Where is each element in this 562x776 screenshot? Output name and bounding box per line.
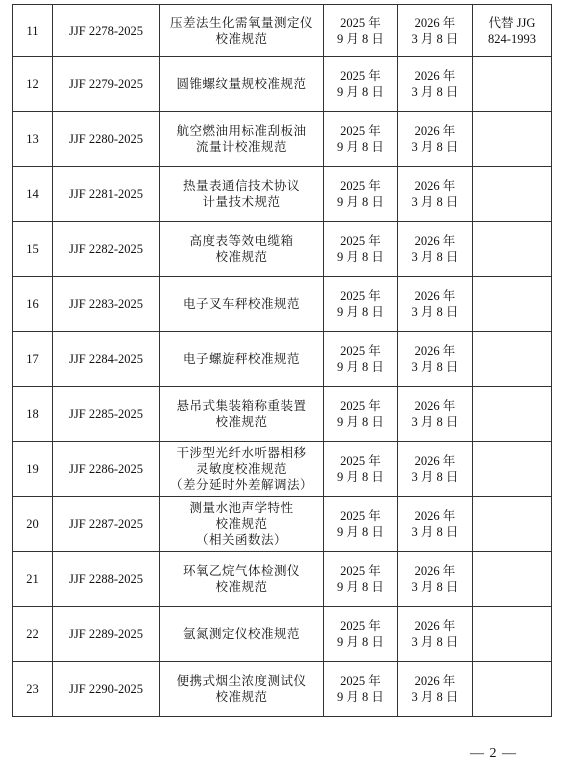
row-number-cell: 11 [13, 5, 53, 57]
row-number-cell: 17 [13, 332, 53, 387]
row-number-cell: 23 [13, 662, 53, 717]
issue-date-cell-line: 2025 年 [340, 234, 381, 248]
effective-date-cell-line: 3 月 8 日 [411, 580, 459, 594]
table-row [13, 5, 552, 57]
effective-date-cell-line: 2026 年 [414, 344, 456, 358]
remark-cell [473, 552, 552, 607]
issue-date-cell-line: 9 月 8 日 [337, 470, 384, 484]
spec-name-cell-line: 压差法生化需氧量测定仪 [169, 15, 313, 30]
effective-date-cell [398, 552, 473, 607]
issue-date-cell [324, 222, 398, 277]
issue-date-cell-line: 2025 年 [340, 69, 381, 83]
effective-date-cell [398, 332, 473, 387]
spec-code-cell: JJF 2283-2025 [53, 277, 160, 332]
spec-name-cell [160, 662, 324, 717]
spec-name-cell [160, 442, 324, 497]
effective-date-cell-line: 2026 年 [414, 509, 456, 523]
table-row [13, 57, 552, 112]
spec-code-cell: JJF 2287-2025 [53, 497, 160, 552]
remark-cell [473, 277, 552, 332]
effective-date-cell-line: 3 月 8 日 [411, 690, 459, 704]
issue-date-cell [324, 167, 398, 222]
spec-name-cell-line: 校准规范 [215, 31, 268, 46]
row-number-cell: 20 [13, 497, 53, 552]
effective-date-cell-line: 3 月 8 日 [411, 195, 459, 209]
table-row [13, 222, 552, 277]
issue-date-cell-line: 9 月 8 日 [337, 305, 384, 319]
spec-name-cell [160, 387, 324, 442]
effective-date-cell-line: 3 月 8 日 [411, 305, 459, 319]
issue-date-cell-line: 2025 年 [340, 454, 381, 468]
spec-name-cell-line: 流量计校准规范 [195, 140, 287, 154]
effective-date-cell-line: 2026 年 [414, 69, 456, 83]
spec-name-cell [160, 57, 324, 112]
spec-name-cell [160, 607, 324, 662]
effective-date-cell [398, 442, 473, 497]
effective-date-cell [398, 387, 473, 442]
spec-name-cell-line: 校准规范 [215, 250, 268, 264]
effective-date-cell [398, 222, 473, 277]
row-number-cell: 14 [13, 167, 53, 222]
table-row [13, 607, 552, 662]
remark-cell [473, 442, 552, 497]
effective-date-cell [398, 497, 473, 552]
spec-name-cell-line: 校准规范 [215, 415, 268, 429]
remark-cell [473, 607, 552, 662]
spec-code-cell: JJF 2286-2025 [53, 442, 160, 497]
row-number-cell: 15 [13, 222, 53, 277]
effective-date-cell [398, 607, 473, 662]
table-row [13, 442, 552, 497]
remark-cell [473, 387, 552, 442]
effective-date-cell-line: 3 月 8 日 [411, 635, 459, 649]
effective-date-cell-line: 2026 年 [414, 399, 456, 413]
spec-name-cell-line: 氩氮测定仪校准规范 [182, 627, 300, 641]
spec-name-cell-line: 热量表通信技术协议 [182, 179, 300, 193]
issue-date-cell-line: 9 月 8 日 [337, 85, 384, 99]
spec-name-cell-line: 校准规范 [215, 580, 268, 594]
table-body [13, 5, 552, 717]
issue-date-cell-line: 9 月 8 日 [337, 635, 384, 649]
remark-cell [473, 112, 552, 167]
row-number-cell: 16 [13, 277, 53, 332]
table-row [13, 552, 552, 607]
effective-date-cell-line: 3 月 8 日 [411, 525, 459, 539]
spec-name-cell-line: 校准规范 [215, 517, 268, 531]
spec-name-cell [160, 112, 324, 167]
issue-date-cell-line: 2025 年 [340, 179, 381, 193]
page-number: — 2 — [470, 746, 517, 761]
effective-date-cell-line: 2026 年 [414, 619, 456, 633]
issue-date-cell [324, 112, 398, 167]
issue-date-cell-line: 2025 年 [340, 674, 381, 688]
table-row [13, 167, 552, 222]
issue-date-cell-line: 2025 年 [340, 509, 381, 523]
spec-code-cell: JJF 2290-2025 [53, 662, 160, 717]
row-number-cell: 22 [13, 607, 53, 662]
spec-name-cell-line: 悬吊式集装箱称重装置 [176, 399, 307, 413]
effective-date-cell [398, 112, 473, 167]
spec-name-cell-line: 电子叉车秤校准规范 [182, 297, 300, 311]
issue-date-cell [324, 442, 398, 497]
remark-cell-line: 代替 JJG [488, 15, 536, 30]
spec-name-cell-line: 测量水池声学特性 [189, 501, 294, 515]
issue-date-cell [324, 387, 398, 442]
issue-date-cell-line: 9 月 8 日 [337, 580, 384, 594]
issue-date-cell-line: 2025 年 [340, 344, 381, 358]
spec-name-cell [160, 277, 324, 332]
effective-date-cell-line: 3 月 8 日 [411, 360, 459, 374]
issue-date-cell [324, 277, 398, 332]
effective-date-cell-line: 3 月 8 日 [411, 85, 459, 99]
row-number-cell: 21 [13, 552, 53, 607]
spec-code-cell: JJF 2278-2025 [53, 5, 160, 57]
spec-name-cell-line: 灵敏度校准规范 [195, 462, 287, 476]
remark-cell [473, 167, 552, 222]
issue-date-cell [324, 5, 398, 57]
issue-date-cell [324, 332, 398, 387]
effective-date-cell-line: 2026 年 [414, 674, 456, 688]
issue-date-cell-line: 9 月 8 日 [337, 195, 384, 209]
issue-date-cell-line: 9 月 8 日 [337, 140, 384, 154]
row-number-cell: 19 [13, 442, 53, 497]
effective-date-cell [398, 167, 473, 222]
spec-name-cell-line: 环氧乙烷气体检测仪 [182, 564, 300, 578]
effective-date-cell-line: 3 月 8 日 [411, 470, 459, 484]
remark-cell [473, 332, 552, 387]
effective-date-cell-line: 2026 年 [414, 179, 456, 193]
issue-date-cell-line: 2025 年 [340, 124, 381, 138]
remark-cell [473, 57, 552, 112]
effective-date-cell-line: 2026 年 [414, 289, 456, 303]
spec-code-cell: JJF 2284-2025 [53, 332, 160, 387]
spec-name-cell [160, 497, 324, 552]
effective-date-cell-line: 2026 年 [414, 124, 456, 138]
spec-code-cell: JJF 2282-2025 [53, 222, 160, 277]
effective-date-cell [398, 5, 473, 57]
issue-date-cell-line: 9 月 8 日 [337, 415, 384, 429]
effective-date-cell [398, 277, 473, 332]
spec-name-cell-line: 校准规范 [215, 690, 268, 704]
spec-name-cell-line: （差分延时外差解调法） [169, 478, 313, 492]
effective-date-cell [398, 57, 473, 112]
spec-name-cell-line: 航空燃油用标准刮板油 [176, 124, 307, 138]
remark-cell [473, 222, 552, 277]
issue-date-cell-line: 2025 年 [340, 399, 381, 413]
spec-code-cell: JJF 2281-2025 [53, 167, 160, 222]
table-row [13, 387, 552, 442]
effective-date-cell-line: 3 月 8 日 [411, 140, 459, 154]
spec-name-cell-line: 高度表等效电缆箱 [189, 234, 294, 248]
remark-cell [473, 497, 552, 552]
issue-date-cell-line: 9 月 8 日 [337, 31, 384, 46]
remark-cell-line: 824-1993 [488, 31, 536, 46]
spec-code-cell: JJF 2289-2025 [53, 607, 160, 662]
spec-code-cell: JJF 2280-2025 [53, 112, 160, 167]
issue-date-cell-line: 2025 年 [340, 619, 381, 633]
effective-date-cell-line: 2026 年 [414, 234, 456, 248]
spec-name-cell-line: 干涉型光纤水听器相移 [176, 446, 307, 460]
spec-name-cell-line: 便携式烟尘浓度测试仪 [176, 674, 307, 688]
spec-name-cell [160, 5, 324, 57]
spec-name-cell [160, 222, 324, 277]
issue-date-cell-line: 9 月 8 日 [337, 360, 384, 374]
table-row [13, 277, 552, 332]
spec-name-cell [160, 552, 324, 607]
spec-code-cell: JJF 2285-2025 [53, 387, 160, 442]
issue-date-cell-line: 9 月 8 日 [337, 525, 384, 539]
spec-name-cell [160, 332, 324, 387]
row-number-cell: 18 [13, 387, 53, 442]
effective-date-cell-line: 2026 年 [414, 454, 456, 468]
table-row [13, 662, 552, 717]
issue-date-cell-line: 2025 年 [340, 564, 381, 578]
effective-date-cell [398, 662, 473, 717]
issue-date-cell [324, 57, 398, 112]
remark-cell [473, 5, 552, 57]
spec-code-cell: JJF 2288-2025 [53, 552, 160, 607]
issue-date-cell [324, 662, 398, 717]
table-row [13, 332, 552, 387]
issue-date-cell-line: 2025 年 [340, 15, 381, 30]
issue-date-cell-line: 9 月 8 日 [337, 250, 384, 264]
issue-date-cell [324, 552, 398, 607]
table-row [13, 112, 552, 167]
issue-date-cell [324, 607, 398, 662]
effective-date-cell-line: 3 月 8 日 [411, 31, 459, 46]
issue-date-cell-line: 2025 年 [340, 289, 381, 303]
effective-date-cell-line: 3 月 8 日 [411, 415, 459, 429]
remark-cell [473, 662, 552, 717]
issue-date-cell-line: 9 月 8 日 [337, 690, 384, 704]
spec-name-cell-line: 计量技术规范 [202, 195, 281, 209]
spec-name-cell-line: （相关函数法） [195, 533, 287, 547]
spec-code-cell: JJF 2279-2025 [53, 57, 160, 112]
spec-name-cell-line: 圆锥螺纹量规校准规范 [176, 77, 307, 91]
spec-table [12, 4, 552, 717]
issue-date-cell [324, 497, 398, 552]
table-row [13, 497, 552, 552]
spec-name-cell-line: 电子螺旋秤校准规范 [182, 352, 300, 366]
spec-name-cell [160, 167, 324, 222]
effective-date-cell-line: 2026 年 [414, 15, 456, 30]
effective-date-cell-line: 2026 年 [414, 564, 456, 578]
row-number-cell: 13 [13, 112, 53, 167]
row-number-cell: 12 [13, 57, 53, 112]
effective-date-cell-line: 3 月 8 日 [411, 250, 459, 264]
